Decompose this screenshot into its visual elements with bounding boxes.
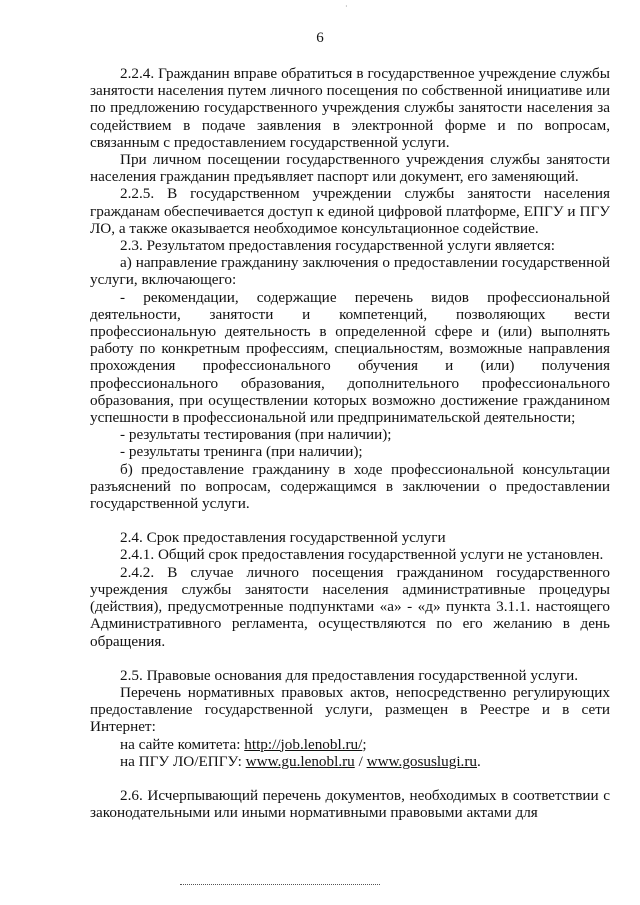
paragraph-2-6: 2.6. Исчерпывающий перечень документов, необходимых в соответствии с законодательными или иными нормативными правовыми актами для [90,786,610,822]
paragraph-2-3-b: б) предоставление гражданину в ходе профессиональной консультации разъяснений по вопросам, содержащимся в заключении о предоставлении государственной услуги. [90,460,610,513]
document-body [90,65,610,821]
paragraph-training-results: - результаты тренинга (при наличии); [120,443,363,461]
page-number: 6 [316,30,324,46]
paragraph-2-3: 2.3. Результатом предоставления государственной услуги является: [120,237,555,255]
epgu-site-link[interactable]: www.gosuslugi.ru [366,752,477,770]
section-heading-2-5: 2.5. Правовые основания для предоставления государственной услуги. [120,666,579,684]
paragraph-2-3-a: а) направление гражданину заключения о предоставлении государственной услуги, включающего: [90,254,610,289]
committee-site-suffix: ; [362,735,367,753]
section-heading-2-4: 2.4. Срок предоставления государственной услуги [120,529,446,547]
committee-site-line [90,736,610,753]
paragraph-2-4-1: 2.4.1. Общий срок предоставления государственной услуги не установлен. [120,546,604,564]
paragraph-legal-acts: Перечень нормативных правовых актов, непосредственно регулирующих предоставление государственной услуги, размещен в Реестре и в сети Интернет: [90,683,610,736]
paragraph-2-2-4: 2.2.4. Гражданин вправе обратиться в государственное учреждение службы занятости населения путем личного посещения по собственной инициативе или по предложению государственного учреждения службы занятости населения за содействием в подаче заявления в электронной форме и по вопросам, связанным с предоставлением государственной услуги. [90,65,610,151]
footer-dotted-rule [180,884,380,885]
pgu-site-prefix: на ПГУ ЛО/ЕПГУ: [120,752,246,770]
committee-site-prefix: на сайте комитета: [120,735,245,753]
paragraph-recommendations: - рекомендации, содержащие перечень видов профессиональной деятельности, занятости и компетенций, позволяющих вести профессиональную деятельность в определенной сфере и (или) выполнять работу по конкретным профессиям, специальностям, возможные направления прохождения профессионального обучения и (или) получения профессионального образования, дополнительного профессионального образования, при осуществлении которых возможно достижение гражданином успешности в профессиональной или предпринимательской деятельности; [90,288,610,427]
pgu-site-separator: / [354,752,367,770]
pgu-site-suffix: . [477,752,481,770]
paragraph-2-4-2: 2.4.2. В случае личного посещения гражданином государственного учреждения службы занятости населения административные процедуры (действия), предусмотренные подпунктами «а» - «д» пункта 3.1.1. настоящего Административного регламента, осуществляются по его желанию в день обращения. [90,563,610,650]
paragraph-testing-results: - результаты тестирования (при наличии); [120,426,392,444]
paragraph-personal-visit: При личном посещении государственного учреждения службы занятости населения гражданин предъявляет паспорт или документ, его заменяющий. [90,151,610,186]
pgu-site-line [90,753,610,770]
scan-mark: · [345,2,348,11]
paragraph-2-2-5: 2.2.5. В государственном учреждении службы занятости населения гражданам обеспечивается доступ к единой цифровой платформе, ЕПГУ и ПГУ ЛО, а также оказывается необходимое консультационное содействие. [90,185,610,237]
committee-site-link[interactable]: http://job.lenobl.ru/ [244,735,363,753]
pgu-site-link[interactable]: www.gu.lenobl.ru [245,752,355,770]
